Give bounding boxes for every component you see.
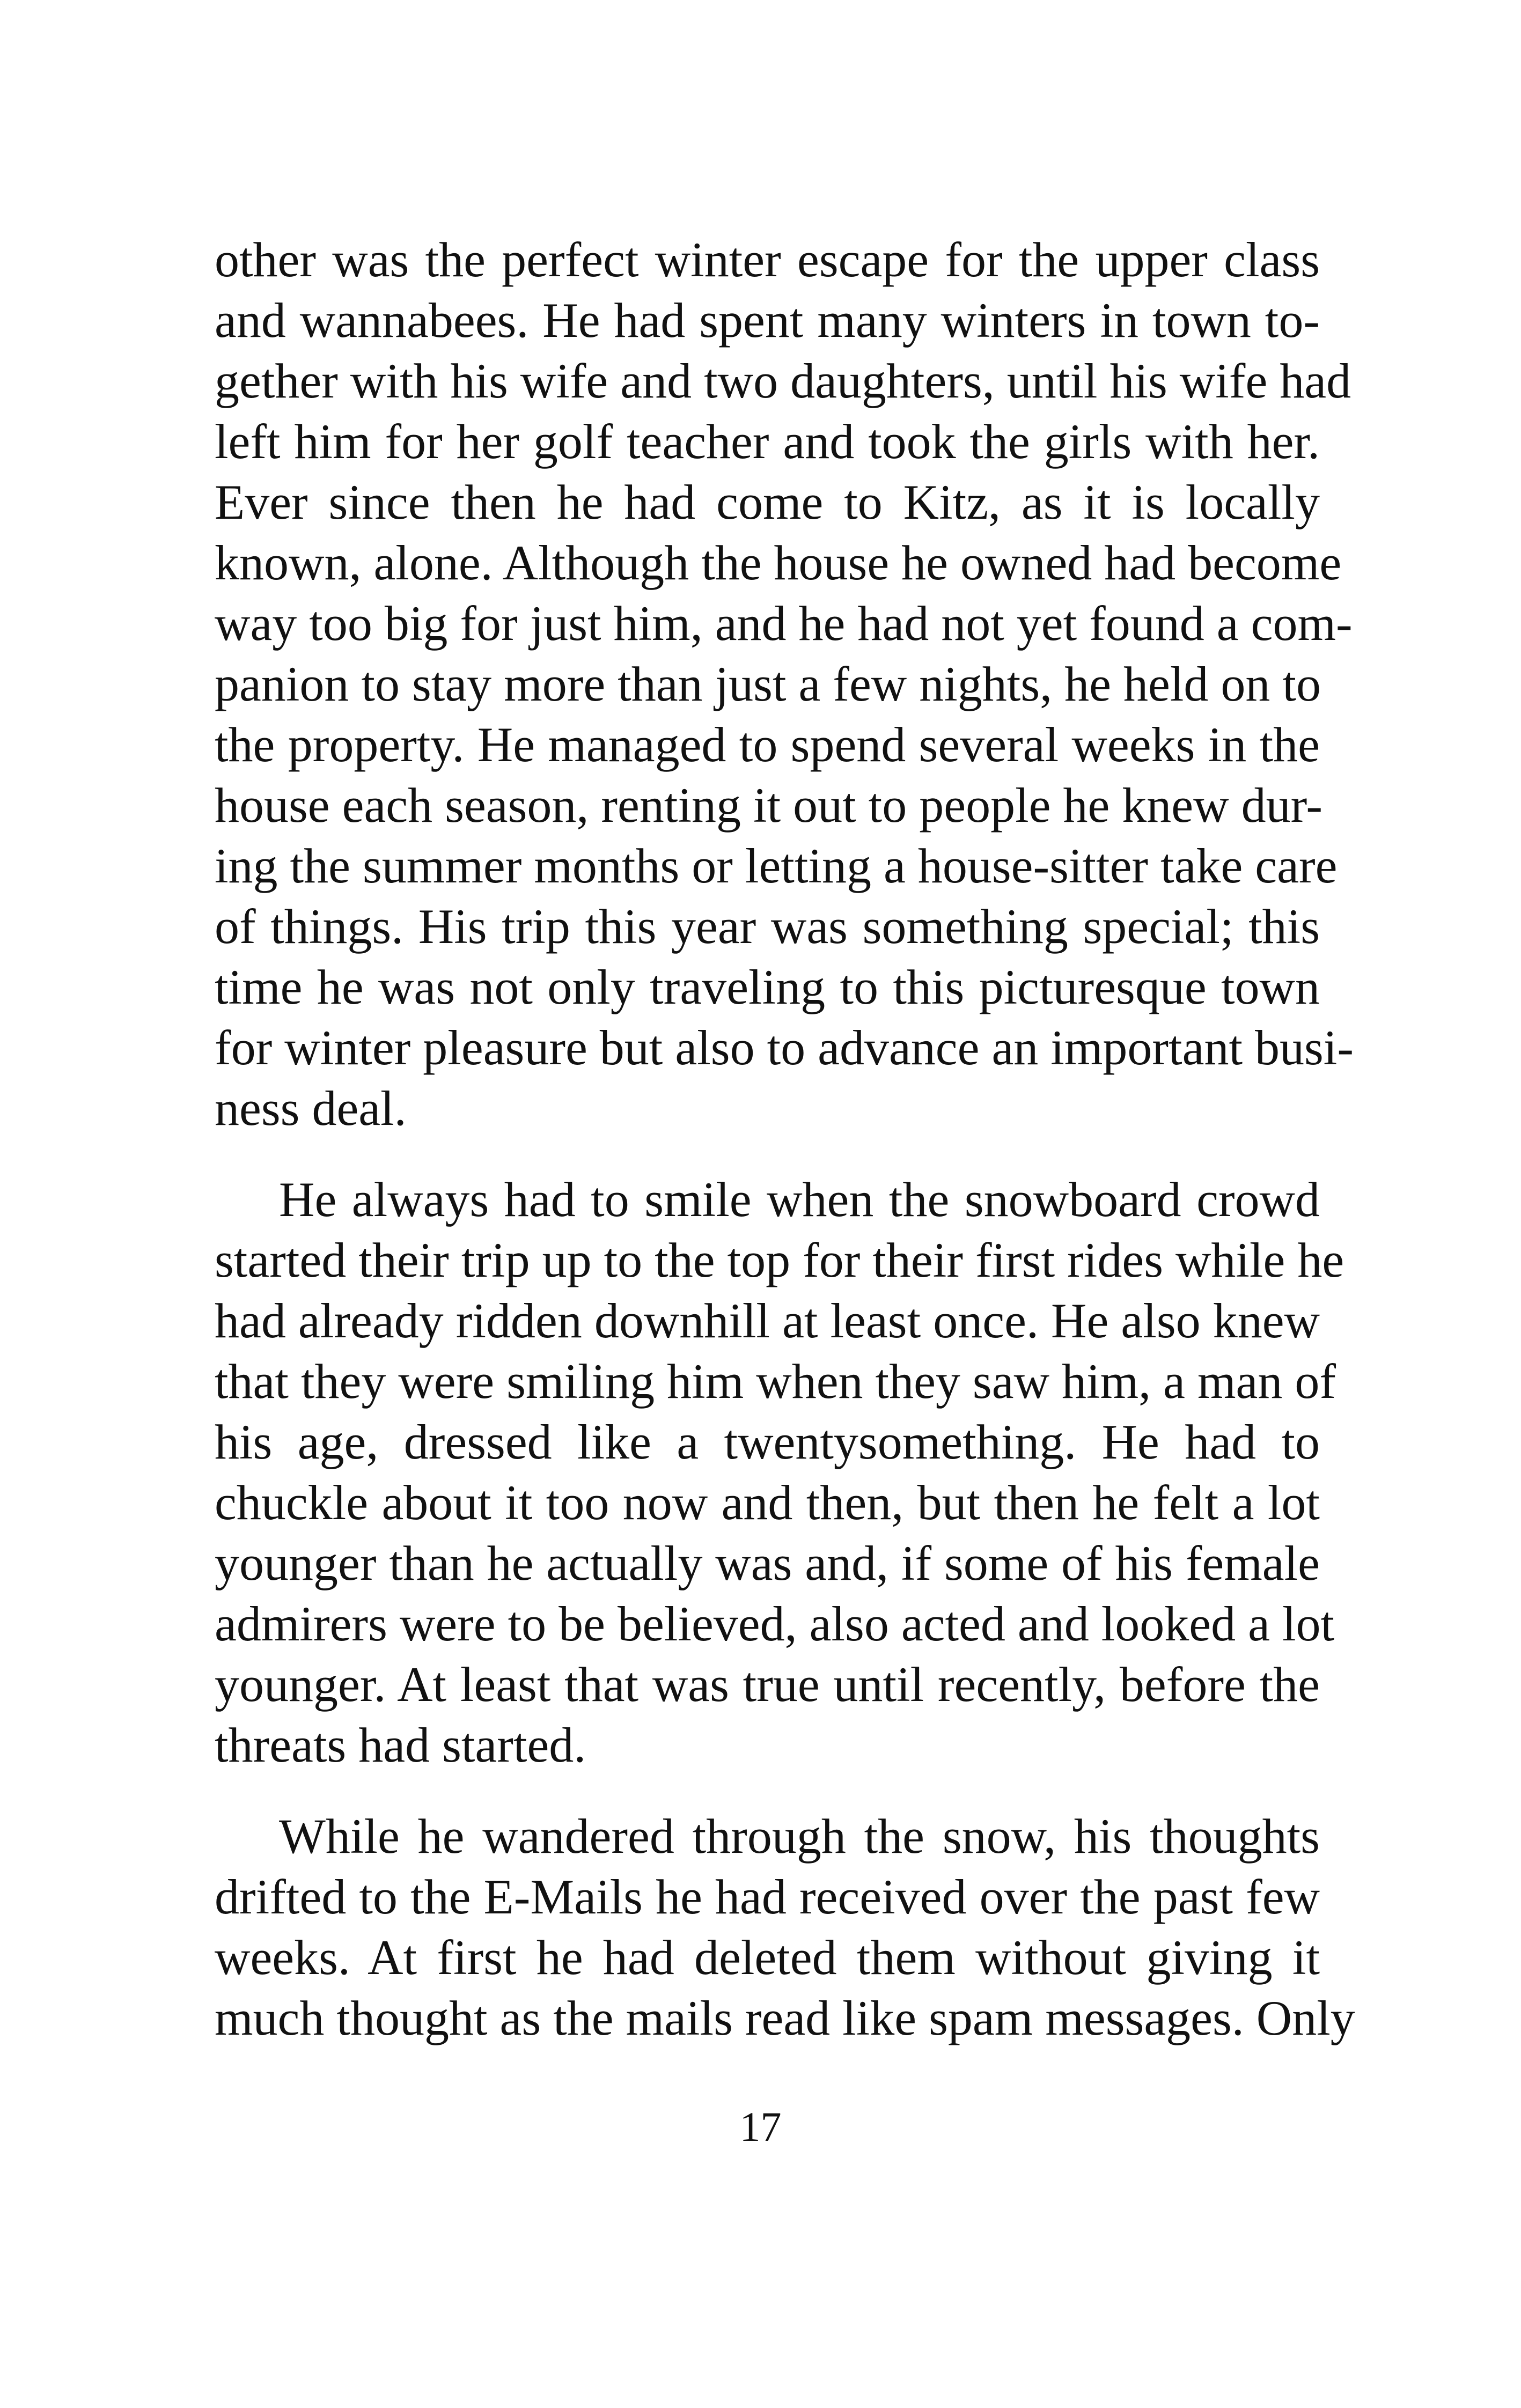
text-line: left him for her golf teacher and took the girls with her. [215, 414, 1320, 469]
text-line: Ever since then he had come to Kitz, as it is locally [215, 475, 1320, 529]
text-line: of things. His trip this year was something special; this [215, 899, 1320, 954]
text-line: had already ridden downhill at least once. He also knew [215, 1293, 1320, 1348]
text-line: his age, dressed like a twentysomething. He had to [215, 1415, 1320, 1469]
text-line: gether with his wife and two daughters, until his wife had [215, 354, 1351, 408]
text-line: admirers were to be believed, also acted and looked a lot [215, 1596, 1335, 1651]
text-line: ness deal. [215, 1081, 407, 1136]
text-line: house each season, renting it out to people he knew dur- [215, 778, 1323, 833]
text-line: that they were smiling him when they saw him, a man of [215, 1354, 1336, 1409]
text-line: threats had started. [215, 1718, 586, 1772]
text-line: weeks. At first he had deleted them without giving it [215, 1930, 1320, 1985]
paragraph-2 [215, 1169, 1344, 1776]
text-line: While he wandered through the snow, his thoughts [279, 1809, 1320, 1864]
text-line: He always had to smile when the snowboard crowd [279, 1172, 1320, 1227]
text-line: time he was not only traveling to this picturesque town [215, 960, 1320, 1014]
paragraph-1 [215, 230, 1354, 1139]
text-line: drifted to the E-Mails he had received over the past few [215, 1869, 1320, 1924]
text-line: other was the perfect winter escape for the upper class [215, 232, 1320, 287]
paragraph-3 [215, 1806, 1355, 2049]
text-line: younger. At least that was true until recently, before the [215, 1657, 1320, 1712]
text-line: for winter pleasure but also to advance an important busi- [215, 1020, 1354, 1075]
text-line: panion to stay more than just a few nights, he held on to [215, 657, 1321, 711]
text-line: known, alone. Although the house he owned had become [215, 535, 1342, 590]
text-line: younger than he actually was and, if some of his female [215, 1536, 1320, 1590]
text-line: chuckle about it too now and then, but then he felt a lot [215, 1475, 1320, 1530]
paragraph-spacing [215, 1776, 1320, 1806]
text-line: the property. He managed to spend several weeks in the [215, 717, 1320, 772]
text-line: started their trip up to the top for their first rides while he [215, 1233, 1344, 1287]
page-number: 17 [739, 2103, 782, 2150]
text-line: way too big for just him, and he had not yet found a com- [215, 596, 1353, 651]
paragraph-spacing [215, 1139, 1320, 1169]
body-text [215, 230, 1355, 2049]
text-line: much thought as the mails read like spam messages. Only [215, 1991, 1355, 2045]
text-line: ing the summer months or letting a house-sitter take care [215, 838, 1338, 893]
text-line: and wannabees. He had spent many winters in town to- [215, 293, 1320, 348]
